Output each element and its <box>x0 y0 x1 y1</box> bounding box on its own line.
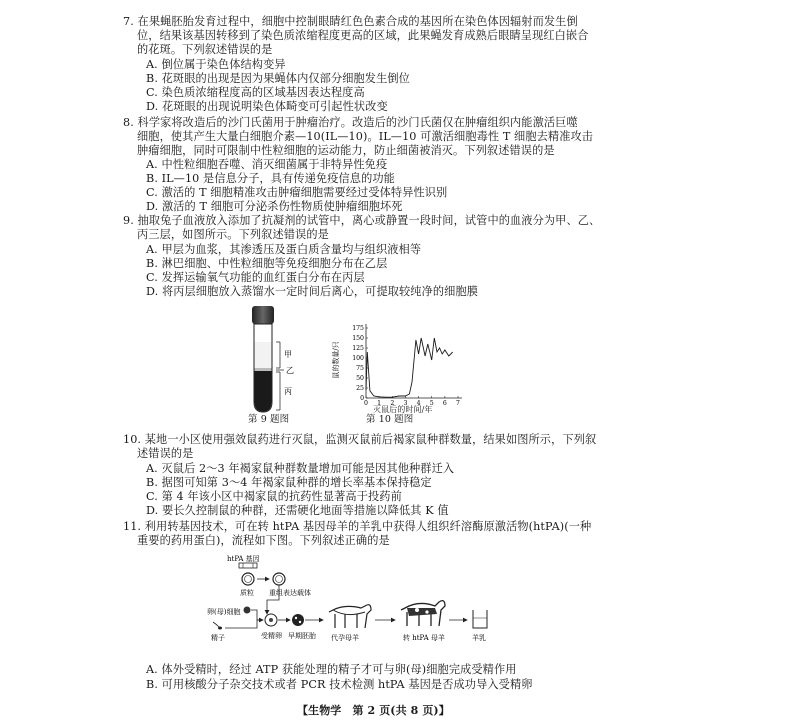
q8-option-d: D. 激活的 T 细胞可分泌杀伤性物质使肿瘤细胞坏死 <box>146 200 403 213</box>
zygote-label: 受精卵 <box>261 632 282 640</box>
chart-x-tick-label: 3 <box>403 400 408 407</box>
q8-option-b: B. IL—10 是信息分子，具有传递免疫信息的功能 <box>146 172 395 185</box>
figure-10-chart <box>330 322 470 414</box>
egg-label: 卵(母)细胞 <box>207 608 241 616</box>
chart-y-tick-label: 100 <box>352 355 364 363</box>
early-embryo-icon <box>292 614 304 626</box>
rbc-layer <box>255 371 272 412</box>
q9-option-d: D. 将丙层细胞放入蒸馏水一定时间后离心，可提取较纯净的细胞膜 <box>146 285 479 298</box>
vector-label: 重组表达载体 <box>269 589 311 597</box>
chart-y-tick-label: 175 <box>352 325 364 333</box>
q11-stem-line-1: 11. 利用转基因技术，可在转 htPA 基因母羊的羊乳中获得人组织纤溶酶原激活物(htPA)(一种 <box>123 520 592 533</box>
milk-beaker-icon <box>473 610 487 628</box>
embryo-label: 早期胚胎 <box>288 632 316 640</box>
q8-stem-line-1: 8. 科学家将改造后的沙门氏菌用于肿瘤治疗。改造后的沙门氏菌仅在肿瘤组织内能激活巨噬 <box>123 116 578 129</box>
q9-option-c: C. 发挥运输氧气功能的血红蛋白分布在丙层 <box>146 271 365 284</box>
q7-option-b: B. 花斑眼的出现是因为果蝇体内仅部分细胞发生倒位 <box>146 72 410 85</box>
chart-x-tick-label: 1 <box>377 400 382 407</box>
chart-y-tick-label: 50 <box>356 375 364 383</box>
q10-stem-line-2: 述错误的是 <box>137 447 194 460</box>
q10-option-c: C. 第 4 年该小区中褐家鼠的抗药性显著高于投药前 <box>146 490 402 503</box>
q11-stem-line-2: 重要的药用蛋白)，流程如下图。下列叙述正确的是 <box>137 534 390 547</box>
plasma-layer <box>255 342 272 368</box>
layer-label-bing: 丙 <box>284 387 292 396</box>
q7-option-c: C. 染色质浓缩程度高的区域基因表达程度高 <box>146 86 365 99</box>
figure-9-caption: 第 9 题图 <box>248 414 290 425</box>
chart-x-tick-label: 7 <box>456 400 460 407</box>
buffy-coat-layer <box>255 368 272 371</box>
q10-stem-line-1: 10. 某地一小区使用强效鼠药进行灭鼠，监测灭鼠前后褐家鼠种群数量，结果如图所示，下列叙 <box>123 433 597 446</box>
q11-option-a: A. 体外受精时，经过 ATP 获能处理的精子才可与卵(母)细胞完成受精作用 <box>146 663 517 676</box>
q10-option-a: A. 灭鼠后 2～3 年褐家鼠种群数量增加可能是因其他种群迁入 <box>146 462 455 475</box>
layer-label-yi: 乙 <box>286 366 294 375</box>
q10-option-d: D. 要长久控制鼠的种群，还需硬化地面等措施以降低其 K 值 <box>146 504 449 517</box>
gene-box <box>239 563 257 568</box>
q8-stem-line-2: 细胞，使其产生大量白细胞介素—10(IL—10)。IL—10 可激活细胞毒性 T 细胞去精准攻击 <box>137 130 594 143</box>
surrogate-label: 代孕母羊 <box>331 634 359 642</box>
transgenic-label: 转 htPA 母羊 <box>403 634 445 642</box>
chart-x-tick-label: 2 <box>390 400 395 407</box>
chart-y-tick-label: 125 <box>352 345 364 353</box>
sperm-label: 精子 <box>211 634 225 642</box>
plasmid-label: 质粒 <box>240 589 254 597</box>
chart-series-line <box>366 338 453 397</box>
q10-option-b: B. 据图可知第 3～4 年褐家鼠种群的增长率基本保持稳定 <box>146 476 432 489</box>
chart-x-tick-label: 5 <box>429 400 434 407</box>
q7-stem-line-1: 7. 在果蝇胚胎发育过程中，细胞中控制眼睛红色色素合成的基因所在染色体因辐射而发生倒 <box>123 15 578 28</box>
plasmid-icon <box>242 573 254 585</box>
sperm-icon <box>213 622 219 627</box>
egg-icon <box>244 607 251 614</box>
chart-y-tick-label: 75 <box>356 365 364 373</box>
q8-stem-line-3: 肿瘤细胞，同时可限制中性粒细胞的运动能力，防止细菌被消灭。下列叙述错误的是 <box>137 144 555 157</box>
q7-option-d: D. 花斑眼的出现说明染色体畸变可引起性状改变 <box>146 100 388 113</box>
gene-label: htPA 基因 <box>227 555 260 563</box>
q7-stem-line-3: 的花斑。下列叙述错误的是 <box>137 43 273 56</box>
q9-option-a: A. 甲层为血浆，其渗透压及蛋白质含量均与组织液相等 <box>146 243 422 256</box>
layer-label-jia: 甲 <box>284 350 292 359</box>
chart-y-tick-label: 25 <box>356 385 364 393</box>
page-footer: 【生物学 第 2 页(共 8 页)】 <box>297 704 450 717</box>
q9-stem-line-2: 丙三层，如图所示。下列叙述错误的是 <box>137 228 329 241</box>
surrogate-sheep-icon <box>329 605 371 628</box>
chart-x-tick-label: 0 <box>364 400 368 407</box>
q8-option-a: A. 中性粒细胞吞噬、消灭细菌属于非特异性免疫 <box>146 158 388 171</box>
q8-option-c: C. 激活的 T 细胞精准攻击肿瘤细胞需要经过受体特异性识别 <box>146 186 448 199</box>
chart-y-tick-label: 0 <box>360 395 364 403</box>
recombinant-vector-icon <box>273 573 285 585</box>
chart-x-tick-label: 6 <box>442 400 447 407</box>
transgenic-sheep-icon <box>401 601 445 626</box>
q9-stem-line-1: 9. 抽取兔子血液放入添加了抗凝剂的试管中，离心或静置一段时间，试管中的血液分为甲、乙、 <box>123 214 601 227</box>
chart-xlabel: 灭鼠后的时间/年 <box>373 405 433 414</box>
q11-option-b: B. 可用核酸分子杂交技术或者 PCR 技术检测 htPA 基因是否成功导入受精卵 <box>146 678 533 691</box>
milk-label: 羊乳 <box>472 634 486 642</box>
q7-option-a: A. 倒位属于染色体结构变异 <box>146 58 286 71</box>
tube-cap <box>252 306 274 324</box>
chart-y-tick-label: 150 <box>352 335 364 343</box>
chart-ylabel: 鼠的数量/只 <box>332 341 340 379</box>
q9-option-b: B. 淋巴细胞、中性粒细胞等免疫细胞分布在乙层 <box>146 257 388 270</box>
q7-stem-line-2: 位，结果该基因转移到了染色质浓缩程度更高的区域，此果蝇发育成熟后眼睛呈现红白嵌合 <box>137 29 589 42</box>
figure-10-caption: 第 10 题图 <box>366 414 414 425</box>
chart-x-tick-label: 4 <box>416 400 421 407</box>
figure-11-flow-diagram <box>205 552 505 648</box>
